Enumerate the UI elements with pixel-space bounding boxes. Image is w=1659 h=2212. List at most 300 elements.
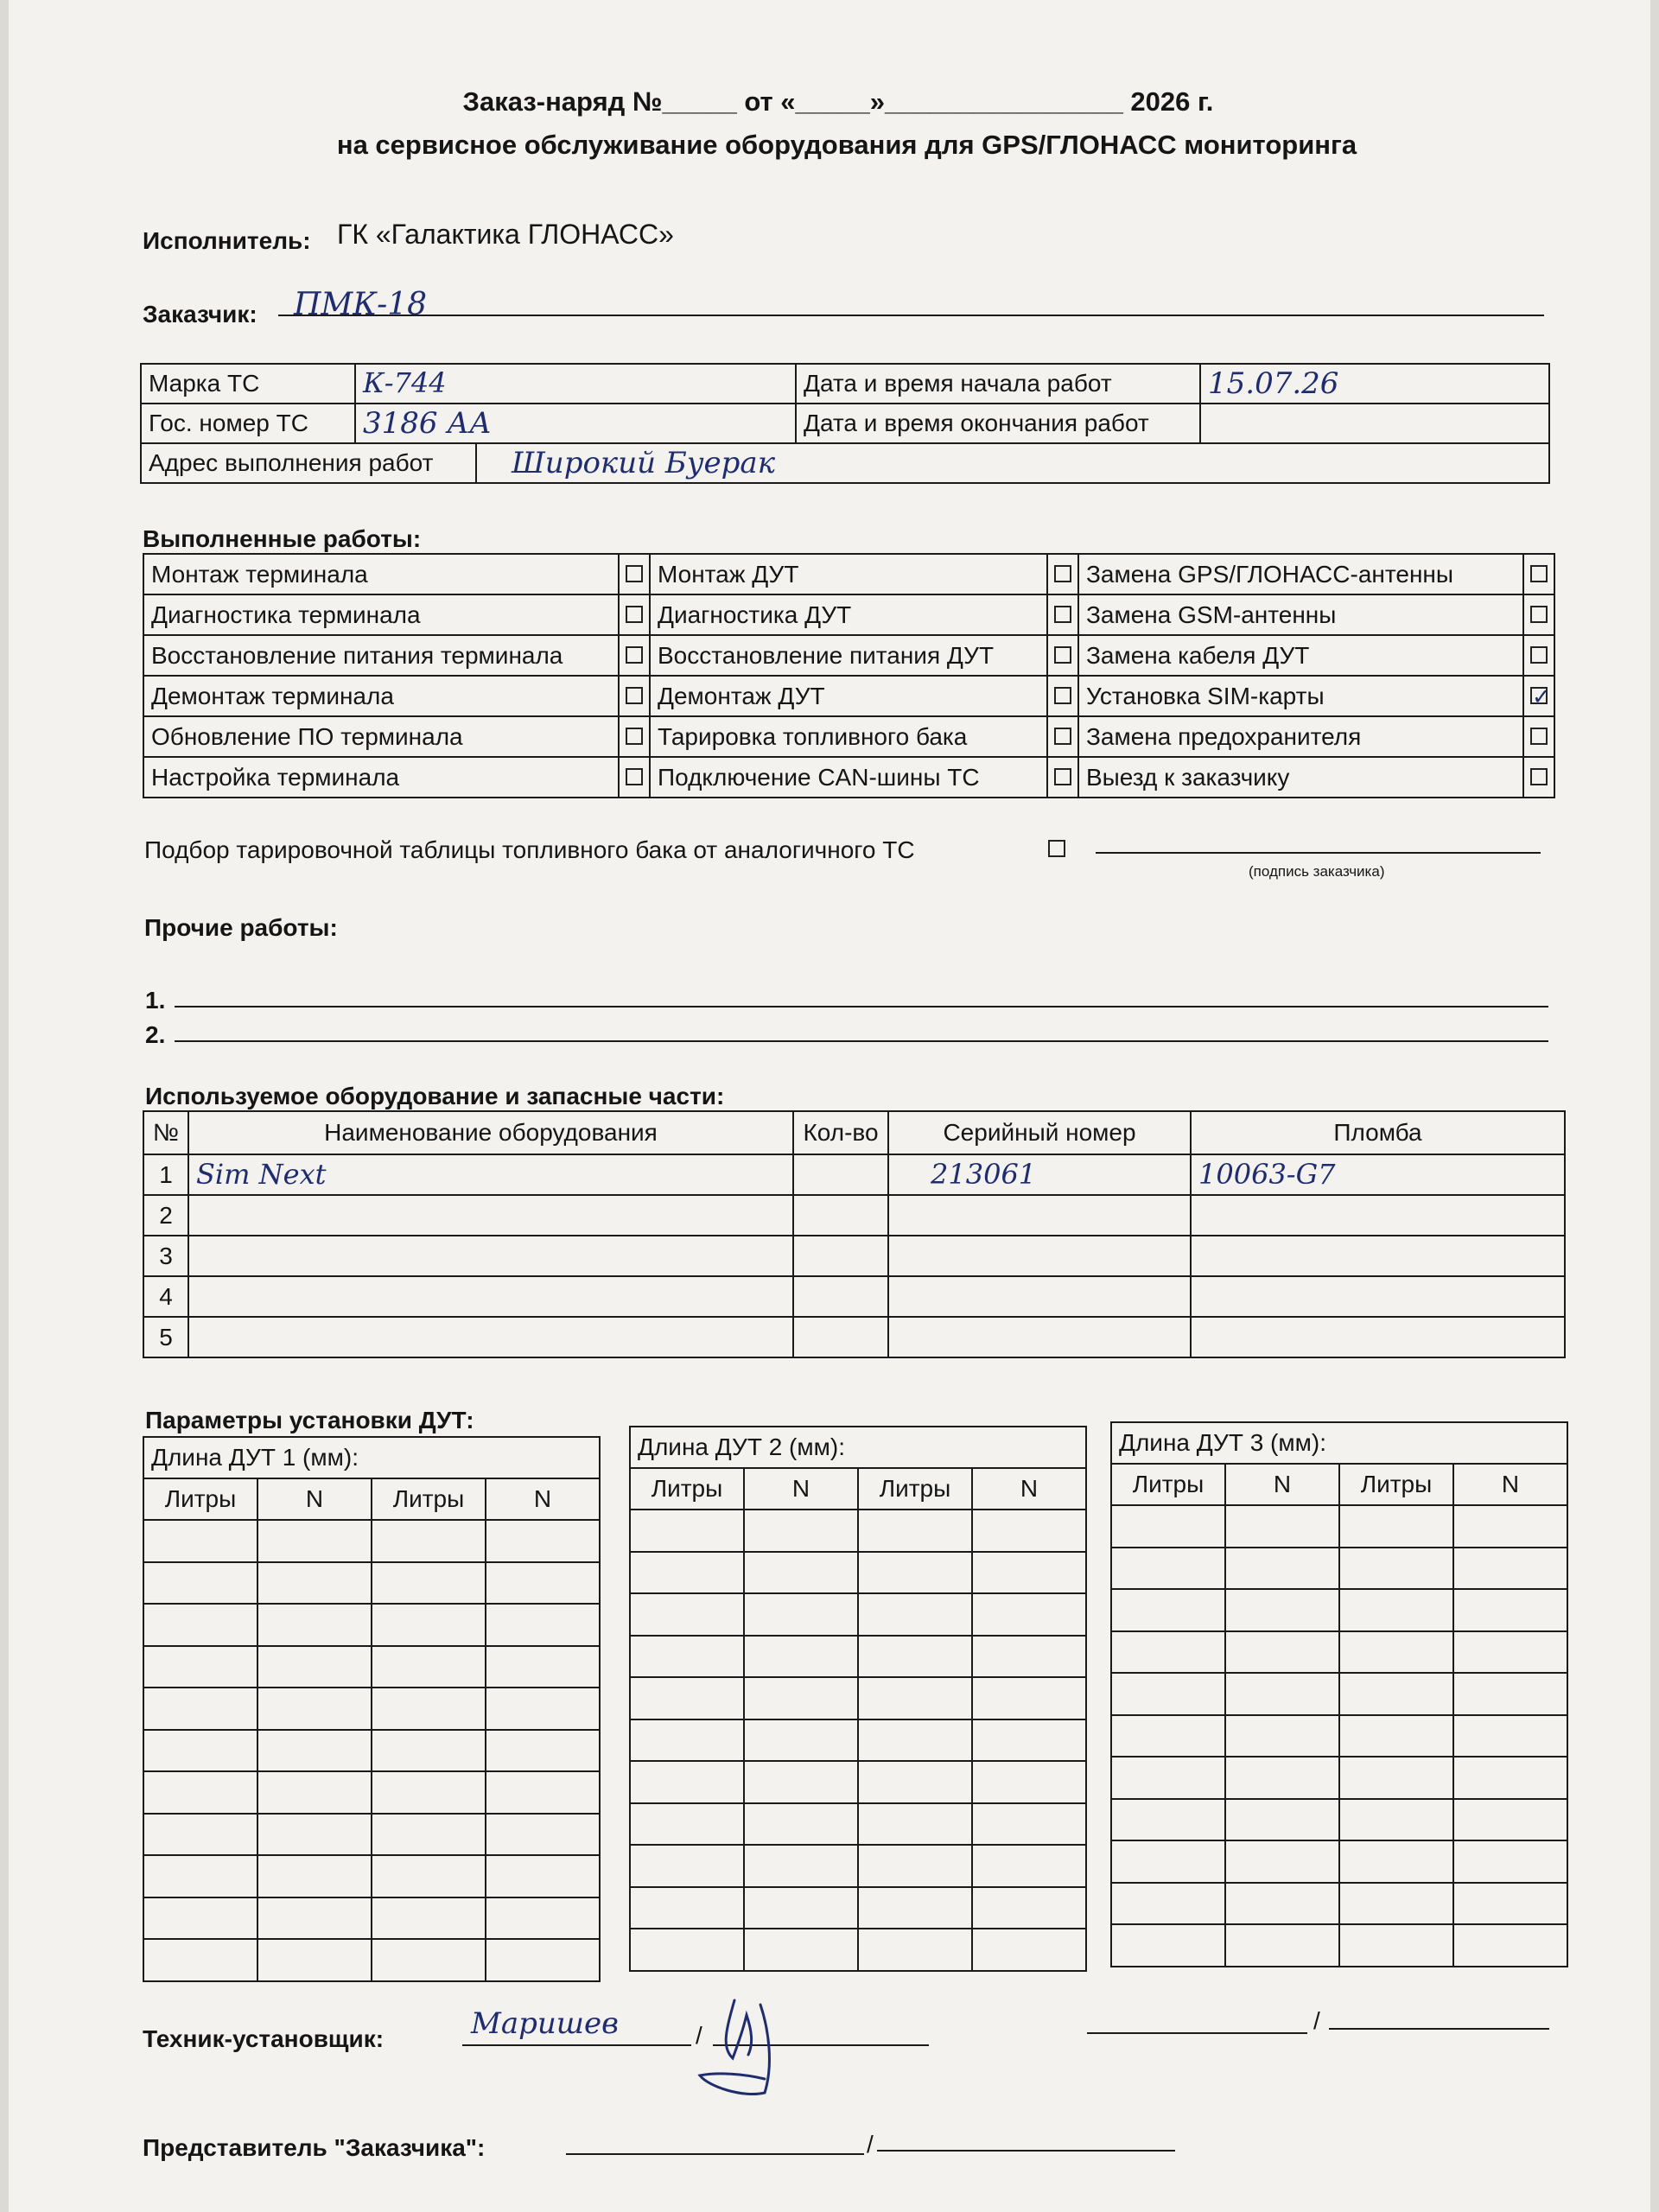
work-label: Диагностика терминала: [143, 594, 619, 635]
dut-cell[interactable]: [858, 1677, 972, 1719]
dut-row: [1111, 1924, 1567, 1967]
dut-cell[interactable]: [858, 1803, 972, 1846]
dut-cell[interactable]: [1453, 1757, 1567, 1799]
equipment-header-seal: Пломба: [1191, 1111, 1565, 1154]
dut-cell[interactable]: [486, 1688, 600, 1730]
work-checkbox[interactable]: [1054, 768, 1071, 785]
equipment-cell-num: 4: [143, 1276, 188, 1317]
dut-cell[interactable]: [1453, 1840, 1567, 1883]
dut-cell[interactable]: [372, 1814, 486, 1856]
dut-cell[interactable]: [372, 1688, 486, 1730]
work-checkbox-cell: [1047, 635, 1078, 676]
dut-row: [630, 1677, 1086, 1719]
dut-cell[interactable]: [972, 1929, 1086, 1971]
dut-cell[interactable]: [1225, 1840, 1339, 1883]
dut-cell[interactable]: [257, 1520, 372, 1562]
works-row: [143, 594, 1554, 635]
other-work-1-line[interactable]: [175, 1006, 1548, 1007]
dut-cell[interactable]: [1453, 1589, 1567, 1631]
address-row: [141, 443, 1549, 483]
dut-row: [630, 1510, 1086, 1552]
dut-cell[interactable]: [143, 1814, 257, 1856]
dut-cell[interactable]: [630, 1761, 744, 1803]
dut-cell[interactable]: [372, 1855, 486, 1897]
equipment-cell-qty[interactable]: [793, 1236, 888, 1276]
dut-cell[interactable]: [1339, 1840, 1453, 1883]
dut-cell[interactable]: [1111, 1589, 1225, 1631]
executor-label: Исполнитель:: [143, 227, 311, 254]
work-checkbox[interactable]: [626, 646, 643, 664]
equipment-cell-serial[interactable]: [888, 1317, 1191, 1357]
customer-handwritten[interactable]: ПМК-18: [294, 287, 428, 322]
dut-cell[interactable]: [486, 1562, 600, 1605]
dut-cell[interactable]: [372, 1771, 486, 1814]
dut-cell[interactable]: [1225, 1589, 1339, 1631]
equipment-cell-name[interactable]: [188, 1236, 793, 1276]
work-checkbox[interactable]: [1530, 606, 1548, 623]
dut-cell[interactable]: [744, 1593, 858, 1636]
dut-cell[interactable]: [858, 1552, 972, 1594]
technician-signature: [691, 1996, 795, 2108]
dut-cell[interactable]: [1453, 1924, 1567, 1967]
work-checkbox[interactable]: [1530, 728, 1548, 745]
work-checkbox-cell: [1047, 554, 1078, 594]
dut-cell[interactable]: [1111, 1883, 1225, 1925]
dut-row: [143, 1688, 600, 1730]
dut-cell[interactable]: [972, 1887, 1086, 1929]
work-checkbox[interactable]: [1054, 646, 1071, 664]
dut-length-label: Длина ДУТ 1 (мм):: [143, 1437, 600, 1478]
work-checkbox[interactable]: [1530, 768, 1548, 785]
dut-cell[interactable]: [972, 1636, 1086, 1678]
work-label: Настройка терминала: [143, 757, 619, 798]
dut-row: [1111, 1757, 1567, 1799]
dut-cell[interactable]: [1111, 1631, 1225, 1674]
second-signature-name-line[interactable]: [1087, 2032, 1307, 2034]
brand-value-cell[interactable]: [355, 364, 796, 404]
dut-cell[interactable]: [1111, 1505, 1225, 1548]
work-checkbox-cell: [619, 716, 650, 757]
equipment-cell-num: 2: [143, 1195, 188, 1236]
start-handwritten: 15.07.26: [1208, 365, 1339, 401]
work-label: Восстановление питания ДУТ: [650, 635, 1047, 676]
equipment-cell-name[interactable]: [188, 1195, 793, 1236]
equipment-cell-seal[interactable]: [1191, 1154, 1565, 1195]
dut-cell[interactable]: [143, 1897, 257, 1940]
dut-cell[interactable]: [630, 1887, 744, 1929]
dut-cell[interactable]: [858, 1636, 972, 1678]
work-label: Замена предохранителя: [1078, 716, 1523, 757]
dut-cell[interactable]: [486, 1646, 600, 1688]
second-signature-line[interactable]: [1329, 2028, 1549, 2030]
equipment-cell-seal[interactable]: [1191, 1195, 1565, 1236]
dut-table-2: [629, 1426, 1087, 1972]
dut-row: [630, 1552, 1086, 1594]
dut-cell[interactable]: [143, 1562, 257, 1605]
dut-column-header: N: [744, 1468, 858, 1510]
dut-cell[interactable]: [1339, 1589, 1453, 1631]
dut-cell[interactable]: [486, 1814, 600, 1856]
dut-cell[interactable]: [1225, 1757, 1339, 1799]
equipment-cell-serial[interactable]: [888, 1154, 1191, 1195]
dut-cell[interactable]: [143, 1939, 257, 1981]
other-work-1-num: 1.: [145, 987, 166, 1014]
dut-cell[interactable]: [744, 1510, 858, 1552]
work-label: Демонтаж терминала: [143, 676, 619, 716]
dut-row: [143, 1771, 600, 1814]
representative-name-line[interactable]: [566, 2153, 864, 2155]
order-subtitle: на сервисное обслуживание оборудования для GPS/ГЛОНАСС мониторинга: [336, 130, 1357, 160]
dut-cell[interactable]: [486, 1771, 600, 1814]
work-checkbox-cell: [1047, 676, 1078, 716]
dut-cell[interactable]: [858, 1845, 972, 1887]
representative-separator: /: [867, 2131, 874, 2158]
address-label: Адрес выполнения работ: [142, 444, 477, 482]
dut-cell[interactable]: [1111, 1715, 1225, 1758]
dut-cell[interactable]: [630, 1845, 744, 1887]
dut-cell[interactable]: [630, 1510, 744, 1552]
work-label: Восстановление питания терминала: [143, 635, 619, 676]
dut-row: [1111, 1673, 1567, 1715]
equipment-cell-seal[interactable]: [1191, 1317, 1565, 1357]
brand-label: Марка ТС: [141, 364, 355, 404]
dut-cell[interactable]: [744, 1929, 858, 1971]
dut-cell[interactable]: [257, 1855, 372, 1897]
equipment-header-num: №: [143, 1111, 188, 1154]
dut-cell[interactable]: [972, 1845, 1086, 1887]
dut-row: [143, 1814, 600, 1856]
work-checkbox-cell: [1523, 676, 1554, 716]
dut-cell[interactable]: [1111, 1924, 1225, 1967]
dut-cell[interactable]: [1111, 1757, 1225, 1799]
customer-signature-line[interactable]: [1096, 852, 1541, 854]
dut-cell[interactable]: [143, 1771, 257, 1814]
equipment-serial-handwritten: [896, 1239, 931, 1272]
work-checkbox-cell: [619, 554, 650, 594]
work-checkbox-cell: [1523, 635, 1554, 676]
work-label: Установка SIM-карты: [1078, 676, 1523, 716]
dut-cell[interactable]: [257, 1814, 372, 1856]
equipment-cell-seal[interactable]: [1191, 1276, 1565, 1317]
dut-cell[interactable]: [143, 1688, 257, 1730]
dut-cell[interactable]: [1111, 1840, 1225, 1883]
equipment-cell-name[interactable]: [188, 1154, 793, 1195]
work-label: Замена GSM-антенны: [1078, 594, 1523, 635]
work-checkbox[interactable]: [1530, 565, 1548, 582]
dut-cell[interactable]: [744, 1845, 858, 1887]
dut-cell[interactable]: [1453, 1631, 1567, 1674]
dut-row: [1111, 1548, 1567, 1590]
works-row: [143, 716, 1554, 757]
dut-cell[interactable]: [486, 1730, 600, 1772]
work-checkbox-cell: [1523, 757, 1554, 798]
dut-cell[interactable]: [630, 1803, 744, 1846]
equipment-serial-handwritten: [896, 1198, 931, 1231]
work-checkbox[interactable]: [626, 728, 643, 745]
work-checkbox-cell: [619, 757, 650, 798]
work-label: Тарировка топливного бака: [650, 716, 1047, 757]
dut-cell[interactable]: [744, 1677, 858, 1719]
technician-name-line[interactable]: [462, 2044, 691, 2046]
dut-cell[interactable]: [1339, 1757, 1453, 1799]
dut-cell[interactable]: [1225, 1673, 1339, 1715]
dut-cell[interactable]: [372, 1939, 486, 1981]
equipment-row: [143, 1276, 1565, 1317]
dut-column-header: N: [486, 1478, 600, 1520]
dut-cell[interactable]: [143, 1855, 257, 1897]
other-work-2-line[interactable]: [175, 1040, 1548, 1042]
work-checkbox[interactable]: [1054, 606, 1071, 623]
dut-column-header: Литры: [143, 1478, 257, 1520]
dut-cell[interactable]: [744, 1636, 858, 1678]
dut-cell[interactable]: [858, 1929, 972, 1971]
work-order-sheet: [9, 0, 1650, 2212]
dut-cell[interactable]: [257, 1604, 372, 1646]
work-checkbox-cell: [1047, 757, 1078, 798]
dut-column-header: Литры: [630, 1468, 744, 1510]
dut-cell[interactable]: [858, 1510, 972, 1552]
work-checkbox[interactable]: [1054, 728, 1071, 745]
dut-cell[interactable]: [257, 1562, 372, 1605]
dut-row: [1111, 1883, 1567, 1925]
dut-cell[interactable]: [372, 1897, 486, 1940]
work-checkbox[interactable]: [626, 565, 643, 582]
dut-cell[interactable]: [486, 1520, 600, 1562]
dut-cell[interactable]: [1453, 1883, 1567, 1925]
dut-cell[interactable]: [257, 1897, 372, 1940]
equipment-row: [143, 1195, 1565, 1236]
equipment-row: [143, 1317, 1565, 1357]
equipment-serial-handwritten: [896, 1280, 931, 1313]
dut-cell[interactable]: [630, 1593, 744, 1636]
dut-row: [143, 1520, 600, 1562]
dut-row: [143, 1939, 600, 1981]
work-checkbox[interactable]: [1530, 683, 1551, 709]
dut-column-header: N: [257, 1478, 372, 1520]
dut-row: [143, 1646, 600, 1688]
works-table: [143, 553, 1555, 798]
customer-line: [278, 315, 1544, 316]
dut-cell[interactable]: [372, 1730, 486, 1772]
dut-cell[interactable]: [630, 1677, 744, 1719]
work-checkbox[interactable]: [626, 768, 643, 785]
end-value-cell[interactable]: [1200, 404, 1549, 443]
dut-cell[interactable]: [972, 1552, 1086, 1594]
dut-cell[interactable]: [630, 1552, 744, 1594]
dut-cell[interactable]: [1225, 1548, 1339, 1590]
representative-signature-line[interactable]: [877, 2150, 1175, 2152]
other-works-title: Прочие работы:: [144, 914, 338, 941]
work-checkbox[interactable]: [1530, 646, 1548, 664]
dut-cell[interactable]: [1339, 1673, 1453, 1715]
work-checkbox-cell: [619, 635, 650, 676]
dut-cell[interactable]: [744, 1803, 858, 1846]
technician-label: Техник-установщик:: [143, 2025, 385, 2052]
dut-cell[interactable]: [257, 1730, 372, 1772]
dut-cell[interactable]: [1225, 1631, 1339, 1674]
equipment-cell-qty[interactable]: [793, 1195, 888, 1236]
dut-cell[interactable]: [486, 1897, 600, 1940]
work-checkbox[interactable]: [626, 687, 643, 704]
dut-row: [630, 1803, 1086, 1846]
dut-cell[interactable]: [1225, 1799, 1339, 1841]
dut-cell[interactable]: [1339, 1883, 1453, 1925]
equipment-name-handwritten: Sim Next: [196, 1157, 327, 1191]
dut-cell[interactable]: [143, 1604, 257, 1646]
dut-cell[interactable]: [486, 1939, 600, 1981]
equipment-cell-serial[interactable]: [888, 1276, 1191, 1317]
dut-table-3: [1110, 1421, 1568, 1967]
plate-value-cell[interactable]: [355, 404, 796, 443]
dut-cell[interactable]: [972, 1510, 1086, 1552]
works-row: [143, 635, 1554, 676]
equipment-title: Используемое оборудование и запасные части:: [145, 1083, 725, 1109]
start-value-cell[interactable]: [1200, 364, 1549, 404]
dut-cell[interactable]: [972, 1719, 1086, 1762]
dut-cell[interactable]: [1225, 1505, 1339, 1548]
dut-cell[interactable]: [972, 1761, 1086, 1803]
dut-cell[interactable]: [372, 1520, 486, 1562]
dut-cell[interactable]: [744, 1761, 858, 1803]
equipment-cell-num: 3: [143, 1236, 188, 1276]
work-label: Обновление ПО терминала: [143, 716, 619, 757]
dut-cell[interactable]: [143, 1730, 257, 1772]
equipment-header-qty: Кол-во: [793, 1111, 888, 1154]
work-checkbox-cell: [1523, 594, 1554, 635]
equipment-cell-qty[interactable]: [793, 1276, 888, 1317]
dut-cell[interactable]: [1453, 1548, 1567, 1590]
dut-row: [1111, 1840, 1567, 1883]
dut-cell[interactable]: [257, 1688, 372, 1730]
dut-cell[interactable]: [1111, 1548, 1225, 1590]
dut-cell[interactable]: [972, 1677, 1086, 1719]
equipment-cell-qty[interactable]: [793, 1154, 888, 1195]
work-label: Замена GPS/ГЛОНАСС-антенны: [1078, 554, 1523, 594]
dut-cell[interactable]: [1111, 1799, 1225, 1841]
dut-cell[interactable]: [143, 1520, 257, 1562]
representative-label: Представитель "Заказчика":: [143, 2134, 486, 2161]
works-title: Выполненные работы:: [143, 525, 422, 552]
dut-cell[interactable]: [858, 1593, 972, 1636]
plate-handwritten: 3186 АА: [363, 405, 492, 441]
dut-cell[interactable]: [1339, 1631, 1453, 1674]
work-label: Подключение CAN-шины ТС: [650, 757, 1047, 798]
dut-row: [1111, 1589, 1567, 1631]
equipment-cell-qty[interactable]: [793, 1317, 888, 1357]
dut-cell[interactable]: [257, 1646, 372, 1688]
dut-cell[interactable]: [1453, 1505, 1567, 1548]
tank-table-label: Подбор тарировочной таблицы топливного бака от аналогичного ТС: [144, 836, 915, 863]
dut-row: [1111, 1799, 1567, 1841]
dut-cell[interactable]: [372, 1646, 486, 1688]
equipment-cell-serial[interactable]: [888, 1236, 1191, 1276]
dut-cell[interactable]: [1339, 1715, 1453, 1758]
dut-cell[interactable]: [486, 1604, 600, 1646]
work-label: Выезд к заказчику: [1078, 757, 1523, 798]
dut-length-label: Длина ДУТ 3 (мм):: [1111, 1422, 1567, 1464]
dut-cell[interactable]: [257, 1939, 372, 1981]
dut-cell[interactable]: [1453, 1673, 1567, 1715]
dut-row: [143, 1604, 600, 1646]
works-row: [143, 757, 1554, 798]
dut-cell[interactable]: [1111, 1673, 1225, 1715]
equipment-serial-handwritten: [896, 1320, 931, 1353]
dut-cell[interactable]: [257, 1771, 372, 1814]
dut-cell[interactable]: [1339, 1924, 1453, 1967]
dut-cell[interactable]: [744, 1552, 858, 1594]
dut-column-header: N: [1225, 1464, 1339, 1505]
equipment-cell-seal[interactable]: [1191, 1236, 1565, 1276]
equipment-row: [143, 1154, 1565, 1195]
dut-cell[interactable]: [630, 1636, 744, 1678]
dut-cell[interactable]: [972, 1593, 1086, 1636]
address-value-cell[interactable]: [477, 445, 776, 480]
dut-cell[interactable]: [1453, 1715, 1567, 1758]
dut-column-header: N: [972, 1468, 1086, 1510]
dut-cell[interactable]: [372, 1604, 486, 1646]
dut-row: [630, 1845, 1086, 1887]
check-mark-icon: ✓: [1532, 683, 1551, 709]
dut-cell[interactable]: [1225, 1715, 1339, 1758]
dut-cell[interactable]: [1453, 1799, 1567, 1841]
dut-column-header: N: [1453, 1464, 1567, 1505]
equipment-cell-name[interactable]: [188, 1317, 793, 1357]
second-signature-separator: /: [1313, 2007, 1320, 2034]
dut-cell[interactable]: [143, 1646, 257, 1688]
equipment-cell-serial[interactable]: [888, 1195, 1191, 1236]
dut-cell[interactable]: [1339, 1548, 1453, 1590]
dut-cell[interactable]: [1225, 1883, 1339, 1925]
work-checkbox[interactable]: [626, 606, 643, 623]
dut-cell[interactable]: [630, 1929, 744, 1971]
dut-title: Параметры установки ДУТ:: [145, 1407, 474, 1433]
dut-cell[interactable]: [1225, 1924, 1339, 1967]
equipment-cell-name[interactable]: [188, 1276, 793, 1317]
tank-table-checkbox[interactable]: [1048, 840, 1065, 857]
equipment-header-serial: Серийный номер: [888, 1111, 1191, 1154]
dut-cell[interactable]: [744, 1887, 858, 1929]
work-checkbox-cell: [1047, 594, 1078, 635]
dut-cell[interactable]: [372, 1562, 486, 1605]
dut-row: [143, 1897, 600, 1940]
work-checkbox-cell: [1523, 716, 1554, 757]
dut-cell[interactable]: [858, 1887, 972, 1929]
vehicle-info-table: [140, 363, 1550, 484]
dut-cell[interactable]: [486, 1855, 600, 1897]
dut-row: [630, 1929, 1086, 1971]
customer-label: Заказчик:: [143, 301, 257, 327]
work-checkbox[interactable]: [1054, 565, 1071, 582]
work-label: Замена кабеля ДУТ: [1078, 635, 1523, 676]
work-checkbox[interactable]: [1054, 687, 1071, 704]
dut-column-header: Литры: [372, 1478, 486, 1520]
dut-cell[interactable]: [630, 1719, 744, 1762]
dut-cell[interactable]: [972, 1803, 1086, 1846]
dut-row: [630, 1593, 1086, 1636]
work-checkbox-cell: [1047, 716, 1078, 757]
dut-column-header: Литры: [1111, 1464, 1225, 1505]
technician-separator: /: [696, 2022, 702, 2049]
dut-cell[interactable]: [1339, 1505, 1453, 1548]
dut-cell[interactable]: [858, 1761, 972, 1803]
dut-cell[interactable]: [744, 1719, 858, 1762]
dut-row: [1111, 1631, 1567, 1674]
dut-length-label: Длина ДУТ 2 (мм):: [630, 1427, 1086, 1468]
equipment-cell-num: 1: [143, 1154, 188, 1195]
dut-cell[interactable]: [1339, 1799, 1453, 1841]
dut-cell[interactable]: [858, 1719, 972, 1762]
start-label: Дата и время начала работ: [796, 364, 1200, 404]
